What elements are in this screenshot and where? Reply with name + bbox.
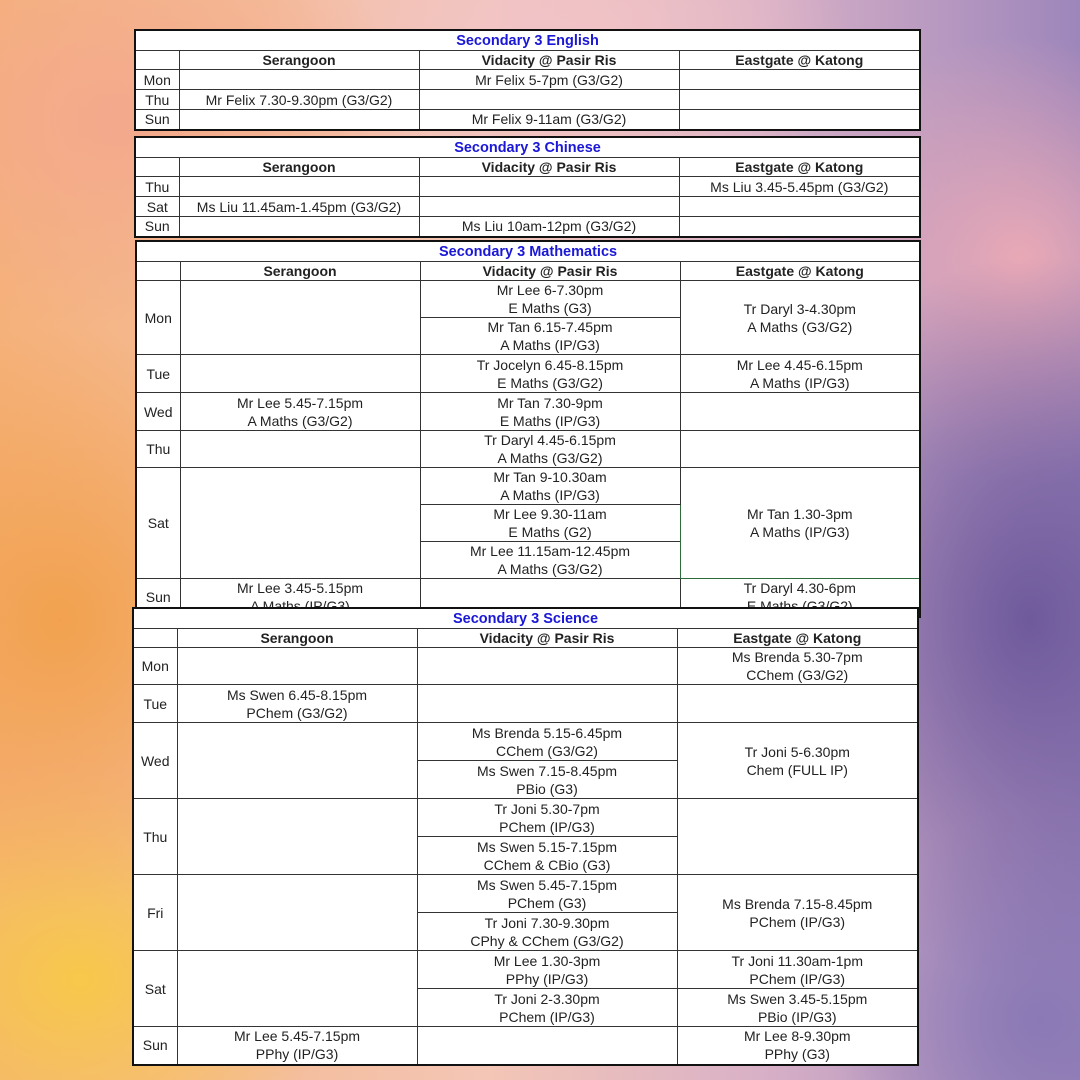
table-title: Secondary 3 Chinese xyxy=(135,137,920,158)
class-cell xyxy=(679,90,920,110)
class-cell xyxy=(679,217,920,237)
class-cell: Tr Joni 5.30-7pm PChem (IP/G3) xyxy=(417,799,677,837)
class-cell xyxy=(677,799,918,875)
class-cell: Mr Tan 7.30-9pm E Maths (IP/G3) xyxy=(420,393,680,431)
header-serangoon: Serangoon xyxy=(179,51,419,70)
day-label: Sun xyxy=(135,217,179,237)
day-label: Sun xyxy=(136,579,180,617)
class-cell: Mr Lee 5.45-7.15pm A Maths (G3/G2) xyxy=(180,393,420,431)
class-cell: Tr Joni 11.30am-1pm PChem (IP/G3) xyxy=(677,951,918,989)
day-label: Wed xyxy=(133,723,177,799)
class-cell: Tr Daryl 4.45-6.15pm A Maths (G3/G2) xyxy=(420,431,680,468)
class-cell xyxy=(679,197,920,217)
day-label: Sun xyxy=(133,1027,177,1065)
class-cell xyxy=(419,197,679,217)
class-cell: Mr Lee 9.30-11am E Maths (G2) xyxy=(420,505,680,542)
class-cell xyxy=(680,393,920,431)
class-cell: Ms Liu 11.45am-1.45pm (G3/G2) xyxy=(179,197,419,217)
class-cell xyxy=(417,648,677,685)
header-day xyxy=(135,158,179,177)
chinese-timetable xyxy=(134,136,921,238)
day-label: Thu xyxy=(133,799,177,875)
class-cell xyxy=(180,431,420,468)
header-eastgate: Eastgate @ Katong xyxy=(680,262,920,281)
class-cell: Ms Swen 5.45-7.15pm PChem (G3) xyxy=(417,875,677,913)
day-label: Thu xyxy=(136,431,180,468)
class-cell xyxy=(177,799,417,875)
class-cell: Mr Felix 7.30-9.30pm (G3/G2) xyxy=(179,90,419,110)
day-label: Thu xyxy=(135,90,179,110)
class-cell: Mr Felix 9-11am (G3/G2) xyxy=(419,110,679,130)
day-label: Thu xyxy=(135,177,179,197)
header-serangoon: Serangoon xyxy=(179,158,419,177)
class-cell: Mr Tan 9-10.30am A Maths (IP/G3) xyxy=(420,468,680,505)
day-label: Tue xyxy=(133,685,177,723)
class-cell: Ms Swen 6.45-8.15pm PChem (G3/G2) xyxy=(177,685,417,723)
header-vidacity: Vidacity @ Pasir Ris xyxy=(417,629,677,648)
class-cell xyxy=(177,723,417,799)
class-cell: Mr Tan 1.30-3pm A Maths (IP/G3) xyxy=(680,468,920,579)
day-label: Sat xyxy=(136,468,180,579)
header-vidacity: Vidacity @ Pasir Ris xyxy=(420,262,680,281)
class-cell: Mr Felix 5-7pm (G3/G2) xyxy=(419,70,679,90)
class-cell: Ms Swen 5.15-7.15pm CChem & CBio (G3) xyxy=(417,837,677,875)
class-cell: Tr Joni 5-6.30pm Chem (FULL IP) xyxy=(677,723,918,799)
class-cell: Ms Brenda 5.15-6.45pm CChem (G3/G2) xyxy=(417,723,677,761)
class-cell: Ms Brenda 7.15-8.45pm PChem (IP/G3) xyxy=(677,875,918,951)
day-label: Sun xyxy=(135,110,179,130)
table-title: Secondary 3 Science xyxy=(133,608,918,629)
header-eastgate: Eastgate @ Katong xyxy=(679,51,920,70)
class-cell: Ms Swen 3.45-5.15pm PBio (IP/G3) xyxy=(677,989,918,1027)
day-label: Sat xyxy=(133,951,177,1027)
day-label: Mon xyxy=(133,648,177,685)
header-day xyxy=(136,262,180,281)
header-vidacity: Vidacity @ Pasir Ris xyxy=(419,51,679,70)
class-cell xyxy=(179,110,419,130)
day-label: Tue xyxy=(136,355,180,393)
day-label: Mon xyxy=(135,70,179,90)
header-serangoon: Serangoon xyxy=(180,262,420,281)
class-cell: Mr Lee 11.15am-12.45pm A Maths (G3/G2) xyxy=(420,542,680,579)
class-cell: Mr Lee 8-9.30pm PPhy (G3) xyxy=(677,1027,918,1065)
class-cell xyxy=(677,685,918,723)
class-cell xyxy=(679,70,920,90)
class-cell xyxy=(180,468,420,579)
class-cell xyxy=(680,431,920,468)
day-label: Wed xyxy=(136,393,180,431)
class-cell: Ms Liu 3.45-5.45pm (G3/G2) xyxy=(679,177,920,197)
maths-timetable xyxy=(135,240,921,618)
class-cell xyxy=(177,951,417,1027)
header-eastgate: Eastgate @ Katong xyxy=(677,629,918,648)
class-cell: Mr Lee 6-7.30pm E Maths (G3) xyxy=(420,281,680,318)
class-cell: Tr Joni 7.30-9.30pm CPhy & CChem (G3/G2) xyxy=(417,913,677,951)
header-vidacity: Vidacity @ Pasir Ris xyxy=(419,158,679,177)
class-cell xyxy=(419,177,679,197)
class-cell xyxy=(180,355,420,393)
class-cell: Ms Brenda 5.30-7pm CChem (G3/G2) xyxy=(677,648,918,685)
class-cell xyxy=(417,1027,677,1065)
day-label: Sat xyxy=(135,197,179,217)
day-label: Mon xyxy=(136,281,180,355)
class-cell xyxy=(177,648,417,685)
table-title: Secondary 3 English xyxy=(135,30,920,51)
class-cell: Mr Lee 5.45-7.15pm PPhy (IP/G3) xyxy=(177,1027,417,1065)
class-cell: Mr Lee 3.45-5.15pm xyxy=(180,579,420,617)
class-cell xyxy=(177,875,417,951)
header-serangoon: Serangoon xyxy=(177,629,417,648)
class-cell xyxy=(179,217,419,237)
class-cell xyxy=(179,70,419,90)
class-cell: Tr Jocelyn 6.45-8.15pm E Maths (G3/G2) xyxy=(420,355,680,393)
class-cell: Tr Joni 2-3.30pm PChem (IP/G3) xyxy=(417,989,677,1027)
science-timetable xyxy=(132,607,919,1066)
table-title: Secondary 3 Mathematics xyxy=(136,241,920,262)
class-cell: Tr Daryl 3-4.30pm A Maths (G3/G2) xyxy=(680,281,920,355)
class-cell: Mr Tan 6.15-7.45pm A Maths (IP/G3) xyxy=(420,318,680,355)
class-cell xyxy=(679,110,920,130)
class-cell: Ms Liu 10am-12pm (G3/G2) xyxy=(419,217,679,237)
class-cell xyxy=(419,90,679,110)
header-day xyxy=(135,51,179,70)
class-cell xyxy=(180,281,420,355)
class-cell xyxy=(179,177,419,197)
class-cell: Mr Lee 4.45-6.15pm A Maths (IP/G3) xyxy=(680,355,920,393)
header-eastgate: Eastgate @ Katong xyxy=(679,158,920,177)
class-cell xyxy=(417,685,677,723)
day-label: Fri xyxy=(133,875,177,951)
header-day xyxy=(133,629,177,648)
class-cell: Mr Lee 1.30-3pm PPhy (IP/G3) xyxy=(417,951,677,989)
english-timetable xyxy=(134,29,921,131)
class-cell: Ms Swen 7.15-8.45pm PBio (G3) xyxy=(417,761,677,799)
class-cell: Tr Daryl 4.30-6pm xyxy=(680,579,920,617)
